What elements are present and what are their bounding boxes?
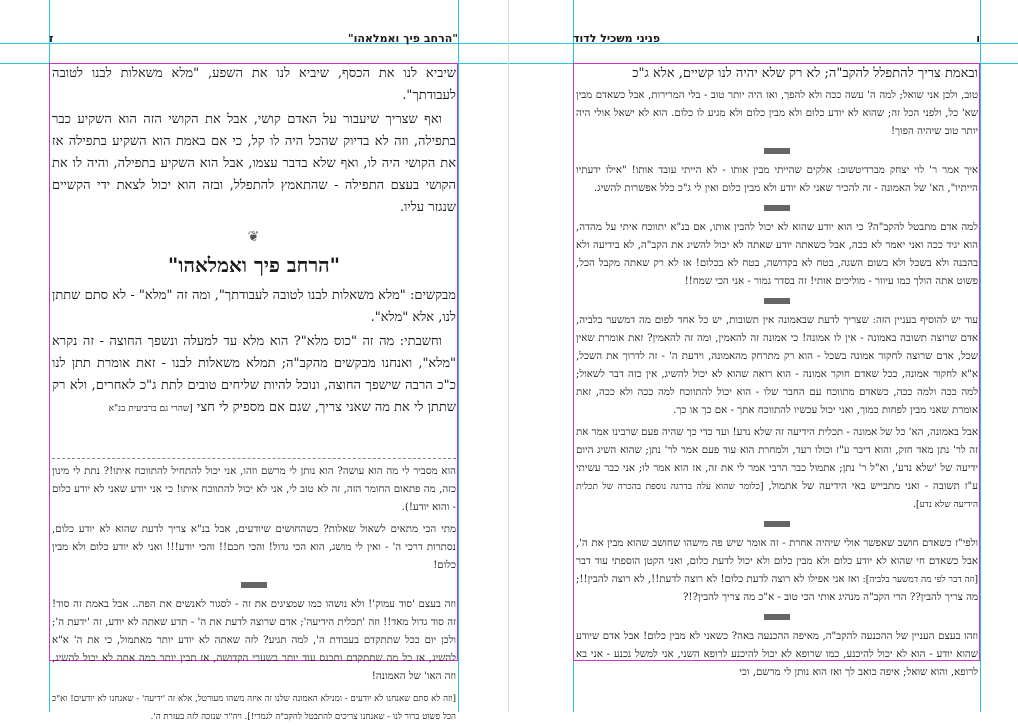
right-paragraph-5-text: אבל באמונה, הא' כל של אמונה - תכלית הידיעה זה שלא נדע! ועד כדי כך שהיה פעם שרבינו אמר את זה לר' נתן מאד חזק, והוא דיבר ע"ז וכולו רעד, ולמחרת הוא עוד פעם אמר לר' נתן; שהוא השיג היום ידיעה של 'שלא נדע', וא"ל ר' נתן; אתמול כבר הרבי אמר לי את זה, אז הוא אמר לו; אני כבר עשיתי ע"ז תשובה - ואני מתבייש באי הידיעה של אתמול, [576,427,978,492]
left-footnote-paragraph-3: וזה בעצם 'סוד עמוק'! ולא נושהו כמו שמציגים את זה - לסגור לאנשים את הפה.. אבל באמת זה סוד! זה סוד גדול מאד!! וזה 'תכלית הידיעה'; אדם שרוצה לדעת את ה' - תדע שאתה לא יודע, זה 'ידעת ה'; ולכן יום ככל שתתקדם בעבודת ה', למה תגיע? לזה שאתה לא יודע יותר מאתמול, כי את ה' א"א להשיג, אז כל מה שתתקדם ותכנס עוד יותר בשערי הקדושה, אז תבין יותר כמה אתה לא יכול להשיג, וזה האו' של האמונה! [52,599,456,682]
left-inline-note: [שהרי גם ברביעית בנ"א [108,404,193,414]
right-paragraph-5 [576,424,978,514]
left-text-column [52,63,456,722]
right-paragraph-1: טוב, ולכן אני שואל; למה ה' עשה ככה ולא להפך, ואז היה יותר טוב - בלי המרירות, אבל כשאדם מבין שא' כל, ולפני הכל זה; שהוא לא יודע כלום ולא מבין כלום ולא מגיע לו כלום. הוא לא ישאל אולי היה יותר טוב שיהיה הפוך! [576,90,978,137]
left-page [0,0,508,722]
ornament-divider: ❦ [247,229,261,245]
left-chapter-paragraph-1: מבקשים: "מלא משאלות לבנו לטובה לעבודתך", ומה זה "מלא" - לא סתם שתתן לנו, אלא "מלא". [52,288,456,325]
left-page-number: ז [49,31,54,45]
right-page-header [573,30,980,46]
left-main-paragraph-2: ואף שצריך שיעבור על האדם קושי, אבל את הקושי הזה הוא השקיע כבר בתפילה, וזה לא בדיוק שהכל היה לו קל, כי אם באמת הוא השקיע בתפילה אז את הקושי היה לו, ואף שלא בדבר עצמו, אבל הוא השקיע בתפילה, והיה לו את הקושי בעצם התפילה - שהתאמץ להתפלל, ובזה הוא יכול לצאת ידי הקשיים שנגזר עליו. [52,112,456,215]
right-inline-note-2: [וזה דבר לפי מה דמשער בלביה]: [862,575,979,585]
right-page [509,0,1018,712]
right-paragraph-6-cont: ואז אני אפילו לא רוצה לדעת כלום! לא רוצה לדעת!!, לא רוצה להבין!!; מה צריך להבין?? הרי הקב"ה מנהיג אותי הכי טוב - א"כ מה צריך להבין?!? [576,574,978,603]
left-chapter-paragraph-2-text: וחשבתי: מה זה "כוס מלא"? הוא מלא עד למעלה ונשפך החוצה - זה נקרא "מלא", ואנחנו מבקשים מהקב"ה; תמלא משאלות לבנו - זאת אומרת תתן לנו כ"כ הרבה שישפך החוצה, ונוכל להיות שליחים טובים לתת ג"כ לאחרים, ולא רק שתתן לי את מה שאני צריך, שגם אם מספיק לי חצי [52,334,456,415]
left-footnote-paragraph-2: מתי הכי מתאים לשאול שאלות? כשהחושים שיודעים, אבל בנ"א צריך לדעת שהוא לא יודע כלום, נסתרות דרכי ה' - ואין לי מושג, הוא הכי גדול! והכי חכם!! והכי יודע!!! ואני לא יודע כלום ולא מבין כלום! [52,524,456,571]
left-main-paragraph-1: שיביא לנו את הכסף, שיביא לנו את השפע, "מלא משאלות לבנו לטובה לעבודתך". [52,66,456,103]
right-page-number: ו [976,31,980,45]
right-paragraph-2: איך אמר ר' לוי יצחק מברדיטשוב: אלקים שהייתי מבין אותו - לא הייתי עובד אותו! "אילו ידעתיו הייתיו", הא' של האמונה - זה להכיר שאני לא יודע ולא מבין כלום ואין לי ג"כ כלל אפשרות להשיג. [576,165,978,194]
left-chapter-paragraph-2 [52,331,456,420]
separator-bar [764,298,790,304]
left-header-title: "הרחב פיך ואמלאהו" [347,31,458,45]
chapter-title: "הרחב פיך ואמלאהו" [167,253,341,277]
separator-bar [764,614,790,620]
right-paragraph-4: עוד יש להוסיף בעניין הזה: שצריך לדעת שבאמונה אין תשובות, יש כל אחד לפום מה דמשער בלביה, אדם שרוצה תשובה באמונה - אין לו אמונה! כי אמונה זה להאמין, ומה זה להאמין? זאת אומרת שאין שכל, אדם שרוצה לחקור אמונה בשכל - הוא רק מתרחק מהאמונה, וידעת ה' - זה לדרוך את השכל, א"א לחקור אמונה, ככל שאדם חוקר אמונה - הוא רואה שהוא לא יכול להשיג, אין כזה דבר לשאול; למה ככה ולמה ככה, כשאדם מתווכח עם החבר שלו - הוא יכול להתווכח למה ככה ולא ככה, זאת אומרת שאני מבין לפחות כמוך, ואני יכול עכשיו להתווכח אתך - אם כך או כך. [576,315,978,416]
separator-bar [764,205,790,211]
separator-bar [764,521,790,527]
left-footnote-paragraph-4: [וזה לא סתם שאנחנו לא יודעים - ומנילא האמונה שלנו זה איזה משהו מעורטל, אלא זה 'ידיעה' - שאנחנו לא יודעים! וא"כ הכל פשוט ברור לנו - שאנחנו צריכים להתבטל להקב"ה לגמרי!]. ויה"ר שנזכה לזה בעזרת ה'. [52,694,456,722]
footnote-rule [52,458,456,459]
separator-bar [764,148,790,154]
right-paragraph-6 [576,535,978,607]
left-spacer [52,422,456,452]
right-inline-note: [כלומר שהוא עלה בדרגה נוספת בהכרה של תכלית הידיעה שלא נדע]. [576,482,978,510]
right-text-column [576,63,979,678]
right-last-paragraph: וזהו בעצם העניין של ההכנעה להקב"ה, מאיפה ההכנעה באה? כשאני לא מבין כלום! אבל אדם שיודע שהוא יודע - הוא לא יכול להיכנע, כמו שרופא לא יכול להיכנע לרופא השני, אני למשל נכנע - אני בא לרופא, והוא שואל; איפה כואב לך ואז הוא נותן לי מרשם, וכי [576,631,978,678]
right-paragraph-6-text: ולפי"ז כשאדם חושב שאפשר אולי שיהיה אחרת - זה אומר שיש פה מישהו שחושב שהוא מבין את ה', אבל כשאדם חי שהוא לא יודע כלום ולא מבין כלום ולא יכול לדעת כלום, ואני הקטן הוספתי עוד דבר [576,538,978,567]
left-page-header [49,30,458,46]
separator-bar [241,582,267,588]
right-first-line: ובאמת צריך להתפלל להקב"ה; לא רק שלא יהיה לנו קשיים, אלא ג"כ [632,66,978,81]
left-footnote-paragraph-1: הוא מסביר לי מה הוא עושה? הוא נותן לי מרשם וזהו, אני יכול להתחיל להתווכח איתו!? נתת לי מינון כזה, מה פתאום החומר הזה, זה לא טוב לי, אני לא יכול להתווכח איתו! כי אני יודע שאני לא יודע כלום - והוא יודע!). [52,466,456,513]
right-paragraph-3: למה אדם מתבטל להקב"ה? כי הוא יודע שהוא לא יכול להבין אותו, אם בנ"א יתווכח איתי על מהדה, הוא יגיד ככה ואני יאמר לא ככה, אבל כשאתה יודע שאתה לא יכול להשיג את הקב"ה, לא בידיעה ולא בהבנה ולא בשכל ולא בשום השגה, בטח לא בקדושה, בטח לא בכלום! אז לא רק שאתה מקבל הכל, פשוט אתה הולך כמו עיוור - מוליכים אותי! זה בסדר גמור - אני הכי שמח!! [576,222,978,287]
right-header-title: פניני משכיל לדוד [573,31,661,45]
